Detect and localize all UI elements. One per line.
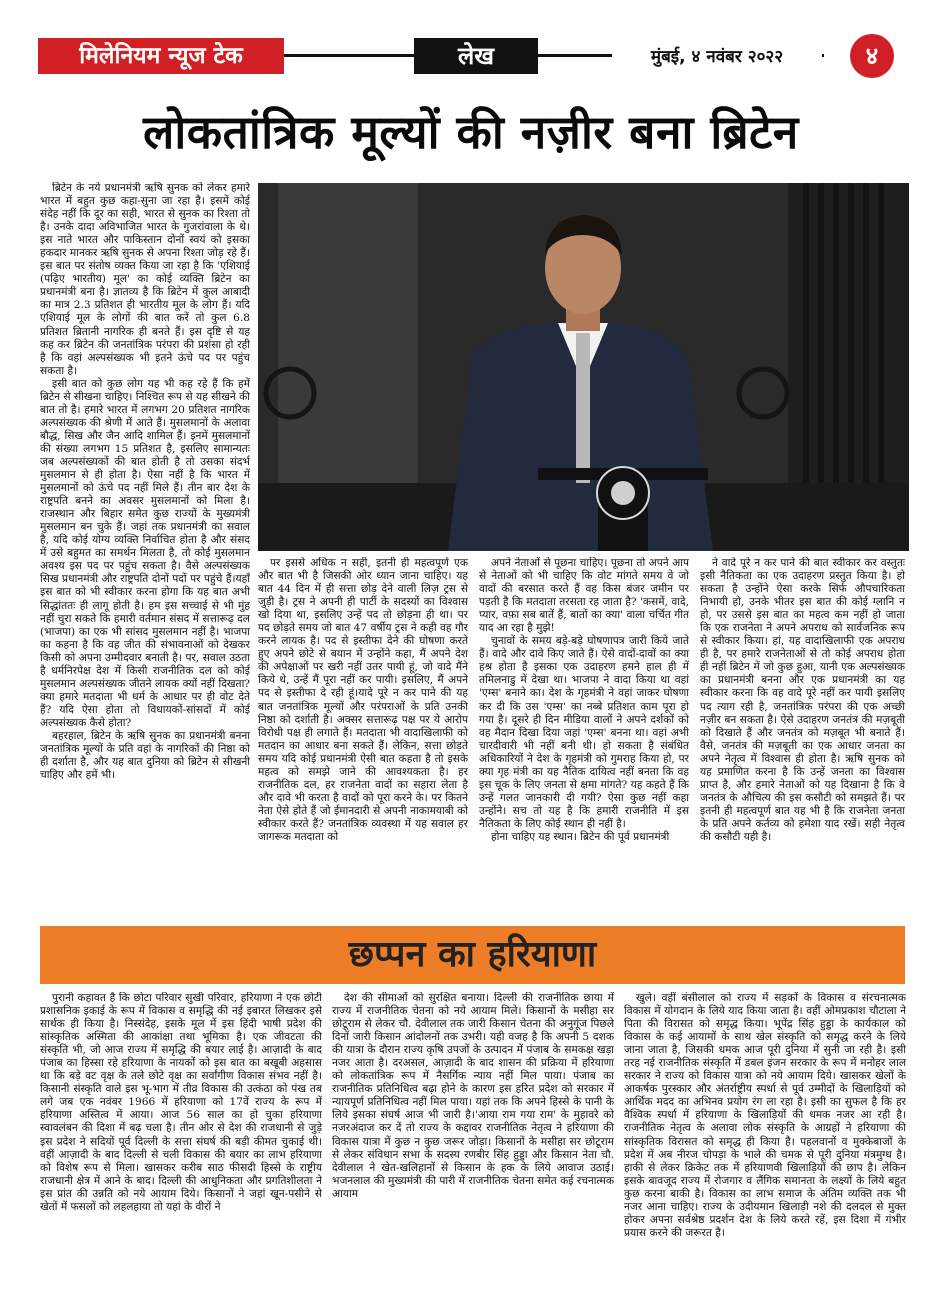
paragraph: चुनावों के समय बड़े-बड़े घोषणापत्र जारी किये जाते हैं। वादे और दावे किए जाते हैं। ऐसे वादों-दावों का क्या हश्र होता है इसका एक उदाहरण हमने हाल ही में तमिलनाडु में देखा था। भाजपा ने वादा किया था वहां 'एम्स' बनाने का। देश के गृहमंत्री ने वहां जाकर घोषणा कर दी कि उस 'एम्स' का नब्बे प्रतिशत काम पूरा हो गया है। दूसरे ही दिन मीडिया वालों ने अपने दर्शकों को वह मैदान दिखा दिया जहां 'एम्स' बनना था। वहां अभी चारदीवारी भी नहीं बनी थी। हो सकता है संबंधित अधिकारियों ने देश के गृहमंत्री को गुमराह किया हो, पर क्या गृह मंत्री का यह नैतिक दायित्व नहीं बनता कि वह इस चूक के लिए जनता से क्षमा मांगते? यह कहते हैं कि उन्हें गलत जानकारी दी गयी? ऐसा कुछ नहीं कहा उन्होंने। सच तो यह है कि हमारी राजनीति में इस नैतिकता के लिए कोई स्थान ही नहीं है। [479, 635, 689, 830]
issue-date: मुंबई, ४ नवंबर २०२२ [612, 42, 822, 72]
paragraph: इसी बात को कुछ लोग यह भी कह रहे हैं कि हमें ब्रिटेन से सीखना चाहिए। निश्चित रूप से यह सीखने की बात तो है। हमारे भारत में लगभग 20 प्रतिशत नागरिक अल्पसंख्यक की श्रेणी में आते हैं। मुसलमानों के अलावा बौद्ध, सिख और जैन आदि शामिल हैं। इनमें मुसलमानों की संख्या लगभग 15 प्रतिशत है, इसलिए सामान्यतः जब अल्पसंख्यकों की बात होती है तो उसका संदर्भ मुसलमान से ही होता है। ऐसा नहीं है कि भारत में मुसलमानों को ऊंचे पद नहीं मिले हैं। तीन बार देश के राष्ट्रपति बनने का अवसर मुसलमानों को मिला है। राजस्थान और बिहार समेत कुछ राज्यों के मुख्यमंत्री मुसलमान बन चुके हैं। जहां तक प्रधानमंत्री का सवाल है, यदि कोई योग्य व्यक्ति निर्वाचित होता है और संसद में उसे बहुमत का समर्थन मिलता है, तो कोई मुसलमान अवश्य इस पद पर पहुंच सकता है। वैसे अल्पसंख्यक सिख प्रधानमंत्री और राष्ट्रपति दोनों पदों पर पहुंचे हैं।यहाँ इस बात को भी स्वीकार करना होगा कि यह बात अभी सिद्धांततः ही लागू होती है। हम इस सच्चाई से भी मुंह नहीं चुरा सकते कि हमारी वर्तमान संसद में सत्तारूढ़ दल (भाजपा) का एक भी सांसद मुसलमान नहीं है। भाजपा का कहना है कि वह जीत की संभावनाओं को देखकर किसी को अपना उम्मीदवार बनाती है। पर, सवाल उठता है धर्मनिरपेक्ष देश में किसी राजनीतिक दल को कोई मुसलमान अल्पसंख्यक जीतने लायक क्यों नहीं दिखता? क्या हमारे मतदाता भी धर्म के आधार पर ही वोट देते हैं? यदि ऐसा होता तो विधायकों-सांसदों में कोई अल्पसंख्यक कैसे होता? [40, 377, 250, 729]
section-label: लेख [414, 38, 538, 74]
article-column-1 [40, 182, 250, 920]
paragraph: पुरानी कहावत है कि छोटा परिवार सुखी परिवार, हरियाणा ने एक छोटी प्रशासनिक इकाई के रूप में विकास व समृद्धि की नई इबारत लिखकर इसे सार्थक ही किया है। निस्संदेह, इसके मूल में इस हिंदी भाषी प्रदेश की सांस्कृतिक अस्मिता की आकांक्षा तथा भूमिका है। एक जीवटता की संस्कृति भी, जो आज राज्य में समृद्धि की बयार लाई है। आज़ादी के बाद पंजाब का हिस्सा रहे हरियाणा के नायकों को इस बात का बखूबी अहसास था कि बड़े वट वृक्ष के तले छोटे वृक्ष का सर्वांगीण विकास संभव नहीं है। किसानी संस्कृति वाले इस भू-भाग में तीव्र विकास की उत्कंठा को पंख तब लगे जब एक नवंबर 1966 में हरियाणा को 17वें राज्य के रूप में हरियाणा अस्तित्व में आया। आज 56 साल का हो चुका हरियाणा स्वावलंबन की दिशा में बढ़ चला है। तीन ओर से देश की राजधानी से जुड़े इस प्रदेश ने सदियों पूर्व दिल्ली के सत्ता संघर्ष की बड़ी कीमत चुकाई थी। वहीं आज़ादी के बाद दिल्ली से चली विकास की बयार का लाभ हरियाणा को विशेष रूप से मिला। खासकर करीब साठ फीसदी हिस्से के राष्ट्रीय राजधानी क्षेत्र में आने के बाद। दिल्ली की आधुनिकता और प्रगतिशीलता ने इस प्रांत की उन्नति को नये आयाम दिये। किसानों ने जहां खून-पसीने से खेतों में फसलों को लहलहाया तो यहां के वीरों ने [40, 992, 322, 1213]
paragraph: बहरहाल, ब्रिटेन के ऋषि सुनक का प्रधानमंत्री बनना जनतांत्रिक मूल्यों के प्रति वहां के नागरिकों की निष्ठा को ही दर्शाता है, और यह बात दुनिया को ब्रिटेन से सीखनी चाहिए और हमें भी। [40, 729, 250, 782]
paper-name: मिलेनियम न्यूज टेक [38, 38, 284, 74]
paragraph: होना चाहिए यह स्थान। ब्रिटेन की पूर्व प्रधानमंत्री [491, 830, 670, 843]
second-article-headline: छप्पन का हरियाणा [348, 934, 597, 975]
paragraph: देश की सीमाओं को सुरक्षित बनाया। दिल्ली की राजनीतिक छाया में राज्य में राजनीतिक चेतना को नये आयाम मिले। किसानों के मसीहा सर छोटूराम से लेकर चौ. देवीलाल तक जारी किसान चेतना की अनुगूंज पिछले दिनों जारी किसान आंदोलनों तक उभरी। यही वजह है कि अपनी 5 दशक की यात्रा के दौरान राज्य कृषि उपजों के उत्पादन में पंजाब के समकक्ष खड़ा नजर आता है। दरअसल, आज़ादी के बाद शासन की प्रक्रिया में हरियाणा को लोकतांत्रिक रूप में नैसर्गिक न्याय नहीं मिल पाया। पंजाब का राजनीतिक प्रतिनिधित्व बढ़ा होने के कारण इस हरित प्रदेश को सरकार में न्यायपूर्ण प्रतिनिधित्व नहीं मिल पाया। यहां तक कि अपने हिस्से के पानी के लिये इसका संघर्ष आज भी जारी है।'आया राम गया राम' के मुहावरे को नजरअंदाज कर दें तो राज्य के कद्दावर राजनीतिक नेतृत्व ने हरियाणा की विकास यात्रा में कुछ न कुछ जरूर जोड़ा। किसानों के मसीहा सर छोटूराम से लेकर संविधान सभा के सदस्य रणबीर सिंह हुड्डा और किसान नेता चौ. देवीलाल ने खेत-खलिहानों से किसान के हक के लिये आवाज उठाई। भजनलाल की मुख्यमंत्री की पारी में राजनीतिक चेतना समेत कई रचनात्मक आयाम [332, 992, 614, 1200]
second-article-column-1 [40, 992, 322, 1288]
paragraph: ने वादे पूरे न कर पाने की बात स्वीकार कर वस्तुतः इसी नैतिकता का एक उदाहरण प्रस्तुत किया है। हो सकता है उन्होंने ऐसा करके सिर्फ औपचारिकता निभायी हो, उनके भीतर इस बात की कोई ग्लानि न हो, पर उससे इस बात का महत्व कम नहीं हो जाता कि एक राजनेता ने अपने अपराध को सार्वजनिक रूप से स्वीकार किया। हां, यह वादाखिलाफी एक अपराध ही है, पर हमारे राजनेताओं से तो कोई अपराध होता ही नहीं ब्रिटेन में जो कुछ हुआ, यानी एक अल्पसंख्यक का प्रधानमंत्री बनना और एक प्रधानमंत्री का यह स्वीकार करना कि वह वादे पूरे नहीं कर पायी इसलिए पद त्याग रही है, जनतांत्रिक परंपरा की एक अच्छी नज़ीर बन सकता है। ऐसे उदाहरण जनतंत्र की मज़बूती को दिखाते हैं और जनतंत्र को मज़बूत भी बनाते हैं। वैसे, जनतंत्र की मज़बूती का एक आधार जनता का अपने नेतृत्व में विश्वास ही होता है। ऋषि सुनक को यह प्रमाणित करना है कि उन्हें जनता का विश्वास प्राप्त है, और हमारे नेताओं को यह दिखाना है कि वे जनतंत्र के औचित्य की इस कसौटी को समझते हैं। पर इतनी ही महत्वपूर्ण बात यह भी है कि राजनेता जनता के प्रति अपने कर्तव्य को हमेशा याद रखें। सही नेतृत्व की कसौटी यही है। [700, 557, 905, 843]
paragraph: पर इससे अधिक न सही, इतनी ही महत्वपूर्ण एक और बात भी है जिसकी ओर ध्यान जाना चाहिए। यह बात 44 दिन में ही सत्ता छोड़ देने वाली लिज़ ट्रस से जुड़ी है। ट्रस ने अपनी ही पार्टी के सदस्यों का विश्वास खो दिया था, इसलिए उन्हें पद तो छोड़ना ही था। पर पद छोड़ते समय जो बात 47 वर्षीय ट्रस ने कही वह गौर करने लायक है। पद से इस्तीफा देने की घोषणा करते हुए अपने छोटे से बयान में उन्होंने कहा, मैं अपने देश की अपेक्षाओं पर खरी नहीं उतर पायी हूं, जो वादे मैंने किये थे, उन्हें मैं पूरा नहीं कर पायी। इसलिए, मैं अपने पद से इस्तीफा दे रही हूं।यादे पूरे न कर पाने की यह बात जनतांत्रिक मूल्यों और परंपराओं के प्रति उनकी निष्ठा को दर्शाती है। अक्सर सत्तारूढ़ पक्ष पर ये आरोप विरोधी पक्ष ही लगाते हैं। मतदाता भी वादाखिलाफी को मतदान का आधार बना सकते हैं। लेकिन, सत्ता छोड़ते समय यदि कोई प्रधानमंत्री ऐसी बात कहता है तो इसके महत्व को समझे जाने की आवश्यकता है। हर राजनीतिक दल, हर राजनेता वादों का सहारा लेता है और दावे भी करता है वादों को पूरा करने के। पर कितने नेता ऐसे होते हैं जो ईमानदारी से अपनी नाकामयाबी को स्वीकार करते हैं? जनतांत्रिक व्यवस्था में यह सवाल हर जागरूक मतदाता को [258, 557, 468, 843]
article-column-3 [479, 557, 689, 909]
masthead [0, 0, 945, 96]
paragraph: खुले। वहीं बंसीलाल को राज्य में सड़कों के विकास व संरचनात्मक विकास में योगदान के लिये याद किया जाता है। वहीं ओमप्रकाश चौटाला ने पिता की विरासत को समृद्ध किया। भूपेंद्र सिंह हुड्डा के कार्यकाल को विकास के कई आयामों के साथ खेल संस्कृति को समृद्ध करने के लिये जाना जाता है, जिसकी धमक आज पूरी दुनिया में सुनी जा रही है। इसी तरह नई राजनीतिक संस्कृति में डबल इंजन सरकार के रूप में मनोहर लाल सरकार ने राज्य को विकास यात्रा को नये आयाम दिये। खासकर खेलों के आकर्षक पुरस्कार और अंतर्राष्ट्रीय स्पर्धा से पूर्व उम्मीदों के खिलाड़ियों को आर्थिक मदद का अभिनव प्रयोग रंग ला रहा है। इसी का सुफल है कि हर वैश्विक स्पर्धा में हरियाणा के खिलाड़ियों की धमक नजर आ रही है। राजनीतिक नेतृत्व के अलावा लोक संस्कृति के आग्रहों ने हरियाणा की सांस्कृतिक विरासत को समृद्ध ही किया है। पहलवानों व मुक्केबाजों के प्रदेश में अब नीरज चोपड़ा के भाले की चमक से पूरी दुनिया मंत्रमुग्ध है। हाकी से लेकर क्रिकेट तक में हरियाणवी खिलाड़ियों की छाप है। लेकिन इसके बावजूद राज्य में रोजगार व लैंगिक समानता के लक्ष्यों के लिये बहुत कुछ करना बाकी है। विकास का लाभ समाज के अंतिम व्यक्ति तक भी नजर आना चाहिए। राज्य के उदीयमान खिलाड़ी नशे की दलदल से मुक्त होकर अपना सर्वश्रेष्ठ प्रदर्शन देश के लिये करते रहें, इस दिशा में गंभीर प्रयास करने की जरूरत है। [624, 992, 906, 1239]
page-number: ४ [850, 34, 894, 78]
article-banner [40, 926, 905, 984]
article-photo [258, 183, 909, 551]
article-column-4 [700, 557, 905, 909]
photo-illustration [258, 183, 909, 551]
second-article-column-3 [624, 992, 906, 1288]
paragraph: ब्रिटेन के नये प्रधानमंत्री ऋषि सुनक को लेकर हमारे भारत में बहुत कुछ कहा-सुना जा रहा है। इसमें कोई संदेह नहीं कि दूर का सही, भारत से सुनक का रिश्ता तो है। उनके दादा अविभाजित भारत के गुजरांवाला के थे। इस नाते भारत और पाकिस्तान दोनों स्वयं को इसका हकदार मानकर ऋषि सुनक से अपना रिश्ता जोड़ रहे हैं। इस बात पर संतोष व्यक्त किया जा रहा है कि 'एशियाई (पढ़िए भारतीय) मूल' का कोई व्यक्ति ब्रिटेन का प्रधानमंत्री बना है। ज्ञातव्य है कि ब्रिटेन में कुल आबादी का मात्र 2.3 प्रतिशत ही भारतीय मूल के लोग हैं। यदि एशियाई मूल के लोगों की बात करें तो कुल 6.8 प्रतिशत ब्रितानी नागरिक ही बनते हैं। इस दृष्टि से यह कह कर ब्रिटेन की जनतांत्रिक परंपरा की प्रशंसा हो रही है कि वहां अल्पसंख्यक भी इतने ऊंचे पद पर पहुंच सकता है। [40, 182, 250, 377]
article-column-2 [258, 557, 468, 909]
second-article-column-2 [332, 992, 614, 1288]
article-headline: लोकतांत्रिक मूल्यों की नज़ीर बना ब्रिटेन [143, 105, 799, 159]
paragraph: अपने नेताओं से पूछना चाहिए। पूछना तो अपने आप से नेताओं को भी चाहिए कि वोट मांगते समय वे जो वादों की बरसात करते हैं वह किस बंजर जमीन पर पड़ती है कि मतदाता तरसता रह जाता है? 'कसमें, वादे, प्यार, वफ़ा सब बातें हैं, बातों का क्या' वाला चर्चित गीत याद आ रहा है मुझे! [479, 557, 689, 635]
